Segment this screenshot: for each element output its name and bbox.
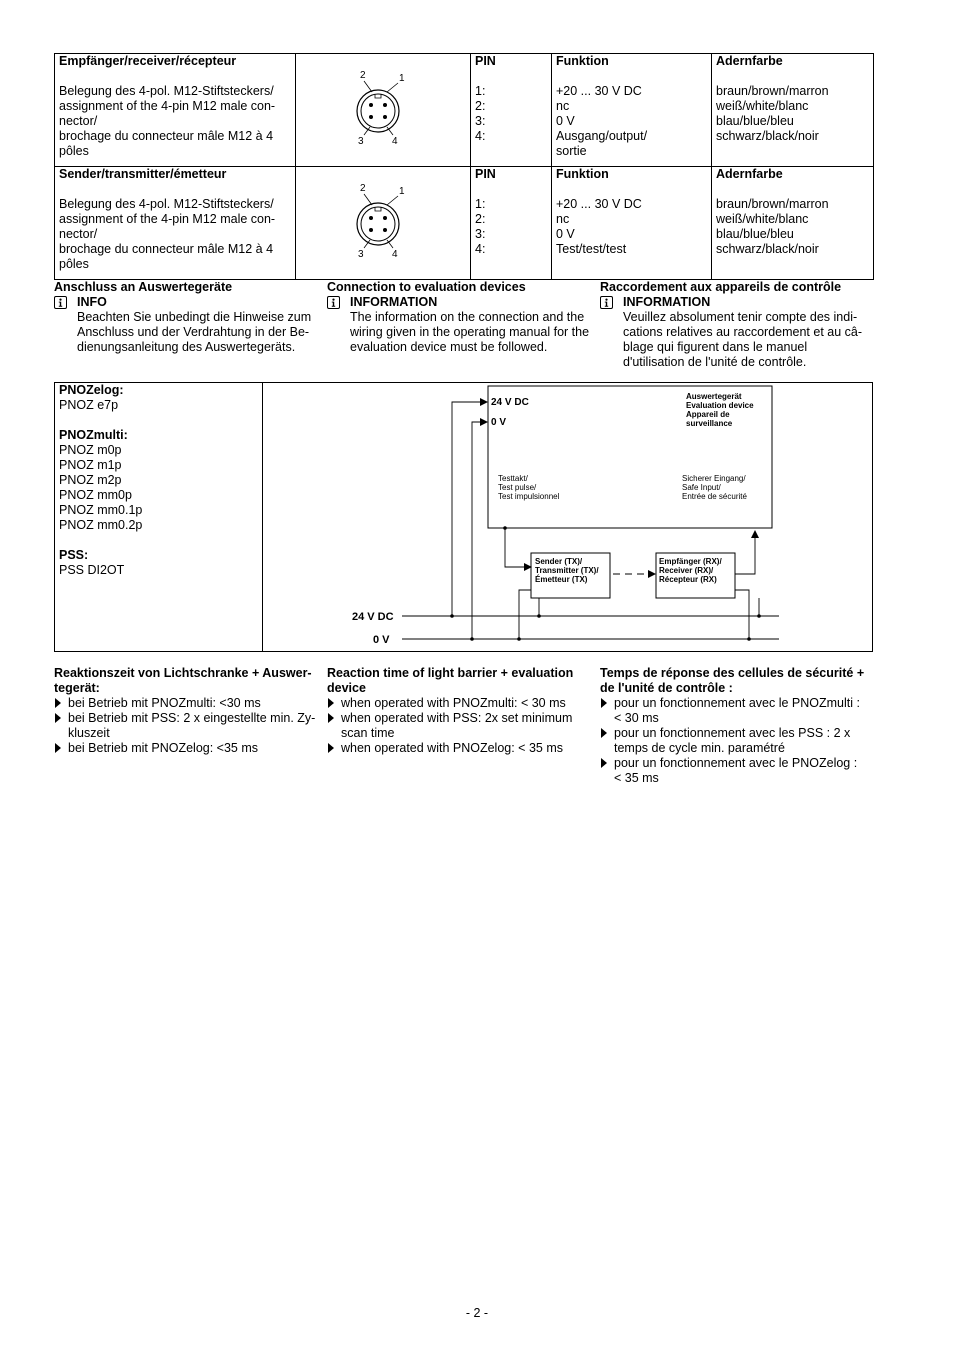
reaction-time-list (327, 696, 595, 756)
info-text-line: wiring given in the operating manual for the (350, 325, 590, 339)
list-item-text: temps de cycle min. paramétré (614, 741, 785, 755)
pin-header: PIN (475, 54, 496, 68)
receiver-title: Empfänger/receiver/récepteur (59, 54, 237, 68)
pin-function: Ausgang/output/ (556, 129, 648, 143)
receiver-function-cell (552, 54, 712, 167)
bullet-arrow-icon (601, 758, 607, 768)
list-item-text: scan time (341, 726, 395, 740)
info-block (54, 295, 320, 355)
eval-title-line: Evaluation device (686, 401, 754, 410)
sender-label: Sender (TX)/ (535, 557, 583, 566)
wire-color: blau/blue/bleu (716, 114, 794, 128)
eval-24v-label: 24 V DC (491, 397, 529, 408)
info-text-line: Veuillez absolument tenir compte des indi- (623, 310, 858, 324)
connector-pin-label: 2 (360, 183, 366, 194)
m12-connector-diagram (296, 167, 471, 275)
info-label: INFORMATION (623, 295, 711, 309)
list-item (54, 711, 322, 741)
pin-assignment-table (54, 53, 874, 280)
transmitter-connector-cell (296, 167, 471, 280)
eval-title-line: Appareil de (686, 410, 730, 419)
list-item-text: when operated with PNOZelog: < 35 ms (341, 741, 563, 755)
list-item (54, 741, 322, 756)
receiver-connector-cell (296, 54, 471, 167)
list-item-text: bei Betrieb mit PNOZmulti: <30 ms (68, 696, 261, 710)
connector-pin-label: 2 (360, 70, 366, 81)
transmitter-desc-line: pôles (59, 257, 89, 271)
transmitter-title: Sender/transmitter/émetteur (59, 167, 227, 181)
section-heading: Reaktionszeit von Lichtschranke + Auswer- (54, 666, 312, 680)
wiring-diagram-box (54, 382, 873, 652)
safe-input-label: Sicherer Eingang/ (682, 474, 746, 483)
section-heading: Temps de réponse des cellules de sécurité + (600, 666, 865, 680)
pin-number: 3: (475, 114, 486, 128)
sender-label: Émetteur (TX) (535, 575, 588, 584)
list-item (600, 696, 873, 726)
section-heading: Reaction time of light barrier + evaluation (327, 666, 574, 680)
bullet-arrow-icon (328, 698, 334, 708)
info-icon (54, 296, 67, 309)
safe-input-label: Safe Input/ (682, 483, 721, 492)
receiver-desc-line: Belegung des 4-pol. M12-Stiftsteckers/ (59, 84, 274, 98)
device-item: PSS DI2OT (59, 563, 125, 577)
receiver-desc-line: pôles (59, 144, 89, 158)
receiver-desc-line: nector/ (59, 114, 98, 128)
list-item (54, 696, 322, 711)
device-item: PNOZ mm0p (59, 488, 132, 502)
list-item-text: < 35 ms (614, 771, 659, 785)
wire-color-header: Adernfarbe (716, 167, 783, 181)
test-pulse-label: Test impulsionnel (498, 492, 560, 501)
device-item: PNOZ m2p (59, 473, 122, 487)
wire-color: braun/brown/marron (716, 197, 829, 211)
list-item-text: pour un fonctionnement avec les PSS : 2 x (614, 726, 851, 740)
info-label: INFORMATION (350, 295, 438, 309)
reaction-time-en (327, 666, 595, 756)
device-group-title: PNOZelog: (59, 383, 124, 397)
info-text-line: cations relatives au raccordement et au câ- (623, 325, 863, 339)
info-text-line: d'utilisation de l'unité de contrôle. (623, 355, 807, 369)
pin-number: 4: (475, 242, 486, 256)
transmitter-desc-line: Belegung des 4-pol. M12-Stiftsteckers/ (59, 197, 274, 211)
pin-function: Test/test/test (556, 242, 627, 256)
connector-pin-label: 4 (392, 249, 398, 260)
section-heading: device (327, 681, 366, 695)
receiver-color-cell (712, 54, 874, 167)
eval-0v-label: 0 V (491, 417, 507, 428)
info-text-line: Beachten Sie unbedingt die Hinweise zum (77, 310, 312, 324)
pin-number: 1: (475, 197, 486, 211)
safe-input-label: Entrée de sécurité (682, 492, 747, 501)
eval-title-line: Auswertegerät (686, 392, 742, 401)
pin-header: PIN (475, 167, 496, 181)
pin-number: 4: (475, 129, 486, 143)
bullet-arrow-icon (55, 743, 61, 753)
reaction-time-list (600, 696, 873, 786)
section-heading: Connection to evaluation devices (327, 280, 526, 294)
wire-color: schwarz/black/noir (716, 129, 819, 143)
function-header: Funktion (556, 54, 609, 68)
receiver-label: Empfänger (RX)/ (659, 557, 722, 566)
connector-pin-label: 3 (358, 249, 364, 260)
transmitter-function-cell (552, 167, 712, 280)
connection-info-en (327, 280, 593, 355)
page-number: - 2 - (465, 1306, 489, 1320)
info-text-line: Anschluss und der Verdrahtung in der Be- (77, 325, 310, 339)
transmitter-desc-line: assignment of the 4-pin M12 male con- (59, 212, 276, 226)
wire-color: blau/blue/bleu (716, 227, 794, 241)
pin-function: 0 V (556, 114, 575, 128)
connection-info-de (54, 280, 320, 355)
connector-pin-label: 1 (399, 186, 405, 197)
pin-function: 0 V (556, 227, 575, 241)
info-label: INFO (77, 295, 107, 309)
list-item (327, 741, 595, 756)
list-item-text: when operated with PSS: 2x set minimum (341, 711, 573, 725)
bullet-arrow-icon (328, 713, 334, 723)
pin-function: sortie (556, 144, 587, 158)
wire-color: weiß/white/blanc (716, 212, 809, 226)
section-heading: de l'unité de contrôle : (600, 681, 733, 695)
sender-label: Transmitter (TX)/ (535, 566, 599, 575)
bullet-arrow-icon (328, 743, 334, 753)
wire-color: braun/brown/marron (716, 84, 829, 98)
list-item-text: pour un fonctionnement avec le PNOZmulti : (614, 696, 860, 710)
pin-function: nc (556, 212, 570, 226)
list-item (327, 711, 595, 741)
pin-function: nc (556, 99, 570, 113)
list-item-text: bei Betrieb mit PSS: 2 x eingestellte min. Zy- (68, 711, 316, 725)
compatible-devices-list (55, 383, 263, 651)
wire-color: weiß/white/blanc (716, 99, 809, 113)
m12-connector-diagram (296, 54, 471, 162)
eval-title-line: surveillance (686, 419, 733, 428)
info-text-line: blage qui figurent dans le manuel (623, 340, 808, 354)
list-item-text: < 30 ms (614, 711, 659, 725)
bullet-arrow-icon (55, 713, 61, 723)
section-heading: Anschluss an Auswertegeräte (54, 280, 233, 294)
bullet-arrow-icon (55, 698, 61, 708)
info-block (600, 295, 873, 370)
test-pulse-label: Testtakt/ (498, 474, 528, 483)
list-item-text: bei Betrieb mit PNOZelog: <35 ms (68, 741, 259, 755)
device-item: PNOZ mm0.1p (59, 503, 143, 517)
list-item-text: pour un fonctionnement avec le PNOZelog : (614, 756, 858, 770)
wire-color: schwarz/black/noir (716, 242, 819, 256)
list-item-text: kluszeit (68, 726, 110, 740)
list-item (327, 696, 595, 711)
pin-number: 3: (475, 227, 486, 241)
table-row (55, 167, 874, 280)
connector-pin-label: 3 (358, 136, 364, 147)
info-icon (327, 296, 340, 309)
list-item-text: when operated with PNOZmulti: < 30 ms (341, 696, 566, 710)
device-group-title: PSS: (59, 548, 89, 562)
device-group-title: PNOZmulti: (59, 428, 128, 442)
connector-pin-label: 4 (392, 136, 398, 147)
info-text-line: evaluation device must be followed. (350, 340, 548, 354)
pin-number: 2: (475, 99, 486, 113)
receiver-description-cell (55, 54, 296, 167)
pin-function: +20 ... 30 V DC (556, 84, 642, 98)
reaction-time-fr (600, 666, 873, 786)
pin-number: 1: (475, 84, 486, 98)
reaction-time-de (54, 666, 322, 756)
receiver-label: Récepteur (RX) (659, 575, 717, 584)
list-item (600, 756, 873, 786)
info-block (327, 295, 593, 355)
device-item: PNOZ m0p (59, 443, 122, 457)
transmitter-color-cell (712, 167, 874, 280)
transmitter-pin-cell (471, 167, 552, 280)
bullet-arrow-icon (601, 728, 607, 738)
wire-color-header: Adernfarbe (716, 54, 783, 68)
bus-24v-label: 24 V DC (352, 611, 394, 623)
section-heading: Raccordement aux appareils de contrôle (600, 280, 842, 294)
transmitter-desc-line: nector/ (59, 227, 98, 241)
transmitter-desc-line: brochage du connecteur mâle M12 à 4 (59, 242, 274, 256)
receiver-desc-line: brochage du connecteur mâle M12 à 4 (59, 129, 274, 143)
info-text-line: dienungsanleitung des Auswertegeräts. (77, 340, 296, 354)
connection-info-fr (600, 280, 873, 370)
table-row (55, 54, 874, 167)
bus-0v-label: 0 V (373, 634, 390, 646)
connector-pin-label: 1 (399, 73, 405, 84)
info-text-line: The information on the connection and the (350, 310, 585, 324)
function-header: Funktion (556, 167, 609, 181)
device-item: PNOZ mm0.2p (59, 518, 143, 532)
test-pulse-label: Test pulse/ (498, 483, 537, 492)
device-item: PNOZ m1p (59, 458, 122, 472)
wiring-schematic (263, 383, 872, 651)
pin-function: +20 ... 30 V DC (556, 197, 642, 211)
reaction-time-list (54, 696, 322, 756)
list-item (600, 726, 873, 756)
info-icon (600, 296, 613, 309)
receiver-desc-line: assignment of the 4-pin M12 male con- (59, 99, 276, 113)
transmitter-description-cell (55, 167, 296, 280)
device-item: PNOZ e7p (59, 398, 119, 412)
pin-number: 2: (475, 212, 486, 226)
receiver-label: Receiver (RX)/ (659, 566, 714, 575)
receiver-pin-cell (471, 54, 552, 167)
section-heading: tegerät: (54, 681, 100, 695)
bullet-arrow-icon (601, 698, 607, 708)
